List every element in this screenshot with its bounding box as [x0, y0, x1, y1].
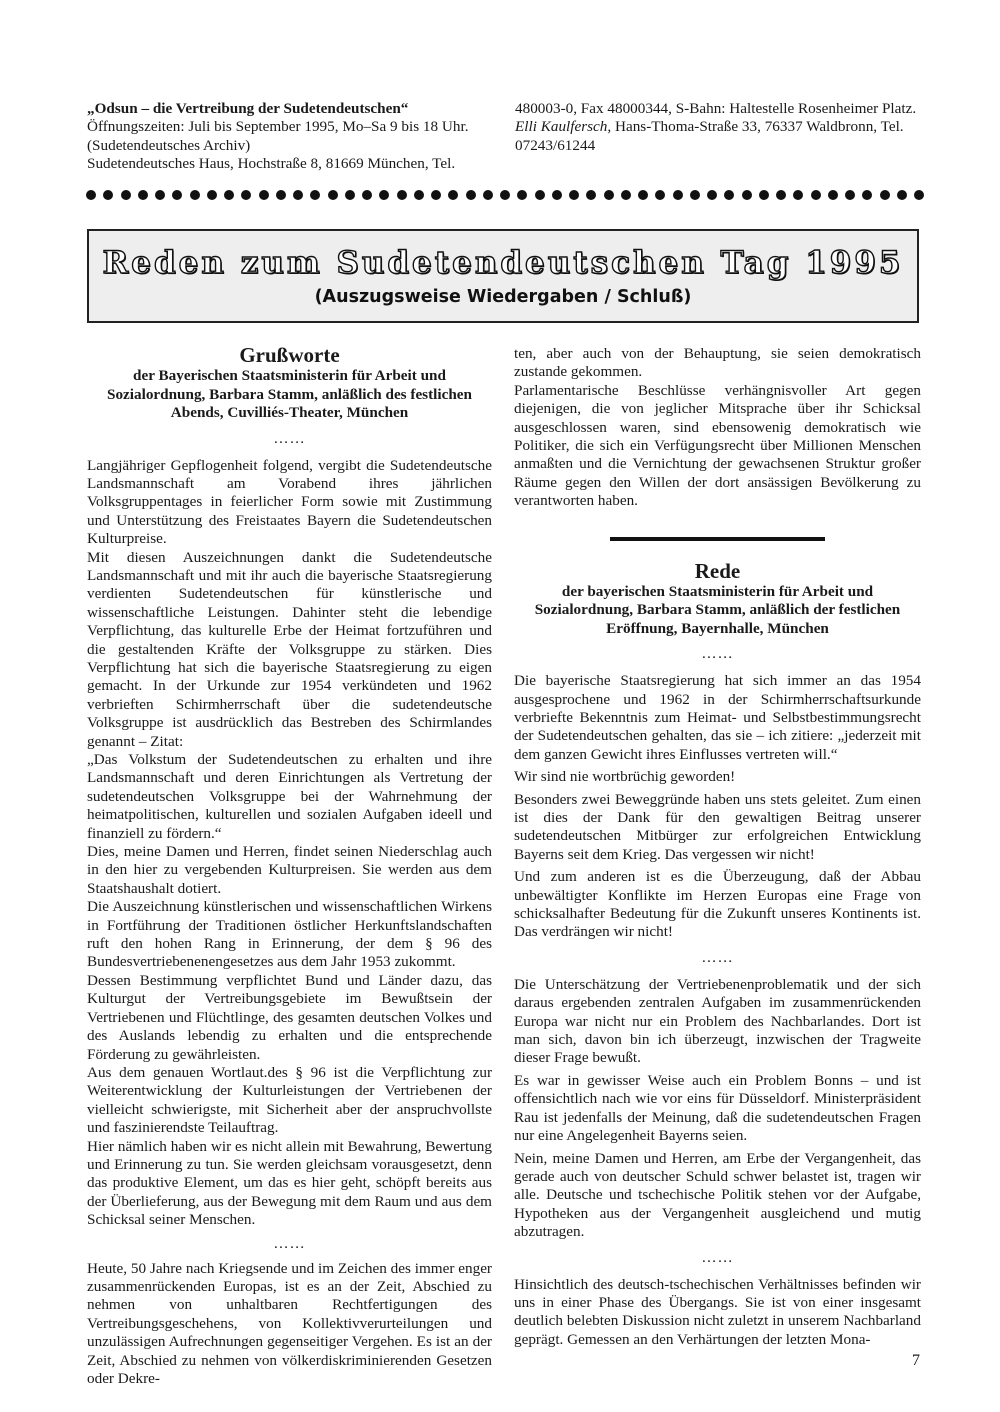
- paragraph: Dies, meine Damen und Herren, findet seinen Niederschlag auch in den hier zu vergebenden Kulturpreisen. Sie werden aus dem Staatshaushalt dotiert.: [87, 843, 492, 897]
- opening-hours: Öffnungszeiten: Juli bis September 1995, Mo–Sa 9 bis 18 Uhr.: [87, 118, 469, 136]
- divider-dot: [535, 190, 545, 200]
- divider-dot: [259, 190, 269, 200]
- divider-dot: [155, 190, 165, 200]
- ellipsis-divider: ……: [701, 948, 734, 966]
- divider-dot: [448, 190, 458, 200]
- section1-heading: [87, 343, 492, 423]
- left-column: [87, 343, 492, 1388]
- divider-dot: [483, 190, 493, 200]
- title-banner: [87, 229, 919, 323]
- divider-dot: [793, 190, 803, 200]
- divider-dot: [569, 190, 579, 200]
- divider-dot: [517, 190, 527, 200]
- divider-dot: [379, 190, 389, 200]
- divider-dot: [397, 190, 407, 200]
- paragraph: Wir sind nie wortbrüchig geworden!: [514, 768, 736, 786]
- contact-line: [515, 118, 921, 155]
- header-right-block: [515, 100, 921, 155]
- section2-title: Rede: [694, 558, 741, 583]
- divider-dot: [914, 190, 924, 200]
- divider-dot: [742, 190, 752, 200]
- ellipsis-divider: ……: [701, 1248, 734, 1266]
- divider-dot: [362, 190, 372, 200]
- paragraph: Besonders zwei Beweggründe haben uns stets geleitet. Zum einen ist dies der Dank für den gewaltigen Beitrag unserer sudetendeutschen Mitbürger zur erfolgreichen Entwicklung Bayerns seit dem Krieg. Das vergessen wir nicht!: [514, 790, 921, 863]
- divider-dot: [811, 190, 821, 200]
- paragraph: Langjähriger Gepflogenheit folgend, vergibt die Sudetendeutsche Landsmannschaft am Vorabend ihres jährlichen Volksgruppentages in feierlicher Form sowie mit Zustimmung und Unterstützung des Freistaates Bayern die Sudetendeutschen Kulturpreise.: [87, 456, 492, 548]
- divider-dot: [604, 190, 614, 200]
- paragraph: Nein, meine Damen und Herren, am Erbe der Vergangenheit, das gerade auch von deutscher Schuld schwer belastet ist, tragen wir alle. Deutsche und tschechische Politik stehen vor der Aufgabe, Hypotheken aus der Vergangenheit ausgleichend und mutig abzutragen.: [514, 1149, 921, 1241]
- ellipsis-divider: ……: [273, 429, 306, 447]
- divider-dot: [328, 190, 338, 200]
- divider-dot: [103, 190, 113, 200]
- divider-dot: [776, 190, 786, 200]
- divider-dot: [276, 190, 286, 200]
- contact-details: Hans-Thoma-Straße 33, 76337 Waldbronn, Tel. 07243/61244: [515, 118, 904, 154]
- section1-subtitle: der Bayerischen Staatsministerin für Arbeit und Sozialordnung, Barbara Stamm, anläßlich des festlichen Abends, Cuvilliés-Theater, München: [107, 367, 472, 421]
- divider-dot: [828, 190, 838, 200]
- divider-dot: [293, 190, 303, 200]
- paragraph: Es war in gewisser Weise auch ein Problem Bonns – und ist offensichtlich nach wie vor eins für Düsseldorf. Ministerpräsident Rau ist jedenfalls der Meinung, daß die sudetendeutschen Fragen nur eine Angelegenheit Bayerns seien.: [514, 1071, 921, 1145]
- divider-dot: [552, 190, 562, 200]
- section-rule: [610, 537, 825, 541]
- divider-dot: [724, 190, 734, 200]
- divider-dot: [138, 190, 148, 200]
- divider-dot: [500, 190, 510, 200]
- divider-dot: [466, 190, 476, 200]
- paragraph: „Das Volkstum der Sudetendeutschen zu erhalten und ihre Landsmannschaft und deren Einrichtungen als Vertretung der sudetendeutschen Volksgruppe bei der Wahrnehmung der heimatpolitischen, kulturellen und sozialen Aufgaben ideell und finanziell zu fördern.“: [87, 751, 492, 842]
- divider-dot: [121, 190, 131, 200]
- section2-subtitle: der bayerischen Staatsministerin für Arbeit und Sozialordnung, Barbara Stamm, anläßlich der festlichen Eröffnung, Bayernhalle, München: [534, 582, 901, 637]
- paragraph: Und zum anderen ist es die Überzeugung, daß der Abbau unbewältigter Konflikte im Herzen Europas eine Frage von schicksalhafter Bedeutung für die Zukunft unseres Kontinents ist. Das verdrängen wir nicht!: [514, 868, 921, 941]
- banner-title: Reden zum Sudetendeutschen Tag 1995: [102, 245, 904, 281]
- paragraph: Hier nämlich haben wir es nicht allein mit Bewahrung, Bewertung und Erinnerung zu tun. Sie werden gleichsam vorausgesetzt, denn das produktive Element, um das es hier geht, schöpft bereits aus der Überlieferung, aus der Bewegung mit dem Raum und aus dem Schicksal seiner Menschen.: [87, 1137, 492, 1229]
- paragraph: Die Auszeichnung künstlerischen und wissenschaftlichen Wirkens in Fortführung der Traditionen östlicher Herkunftslandschaften ruft den hohen Rang in Erinnerung, der dem § 96 des Bundesvertriebenenengesetzes aus dem Jahr 1953 zukommt.: [87, 898, 492, 971]
- paragraph: Mit diesen Auszeichnungen dankt die Sudetendeutsche Landsmannschaft und mit ihr auch die bayerische Staatsregierung verdienten Sudetendeutschen für künstlerische und wissenschaftliche Leistungen. Dahinter steht die lebendige Verpflichtung, das kulturelle Erbe der Heimat fortzuführen und die gestaltenden Kräfte der Volksgruppe zu stärken. Dies Verpflichtung hat sich die bayerische Staatsregierung zu eigen gemacht. In der Urkunde zur 1954 verkündeten und 1962 verbrieften Schirmherrschaft über die sudetendeutsche Volksgruppe ist ausdrücklich das Bestreben des Schirmlandes genannt – Zitat:: [87, 548, 492, 750]
- divider-dot: [655, 190, 665, 200]
- divider-dot: [621, 190, 631, 200]
- paragraph: Dessen Bestimmung verpflichtet Bund und Länder dazu, das Kulturgut der Vertreibungsgebiete im Bewußtsein der Vertriebenen und Flüchtlinge, des gesamten deutschen Volkes und des Auslands lebendig zu erhalten und die entsprechende Förderung zu gewährleisten.: [87, 971, 492, 1063]
- divider-dot: [638, 190, 648, 200]
- header-left-block: [87, 100, 493, 174]
- divider-dot: [310, 190, 320, 200]
- divider-dot: [845, 190, 855, 200]
- page-number: 7: [912, 1352, 920, 1369]
- paragraph: Heute, 50 Jahre nach Kriegsende und im Zeichen des immer enger zusammenrückenden Europas, ist es an der Zeit, Abschied zu nehmen von unhaltbaren Rechtfertigungen des Vertreibungsgeschehens, von Kollektivverurteilungen und unzulässigen Aufrechnungen gegenseitiger Vergehen. Es ist an der Zeit, Abschied zu nehmen von völkerdiskriminierenden Gesetzen oder Dekre-: [87, 1259, 492, 1387]
- paragraph: Hinsichtlich des deutsch-tschechischen Verhältnisses befinden wir uns in einer Phase des Übergangs. Sie ist von einer insgesamt deutlich belebten Diskussion nicht zuletzt in unserem Nachbarland geprägt. Gemessen an den Verhärtungen der letzten Mona-: [514, 1275, 921, 1348]
- paragraph: Parlamentarische Beschlüsse verhängnisvoller Art gegen diejenigen, die von jeglicher Mitsprache über ihr Schicksal ausgeschlossen waren, sind ebensowenig demokratisch wie Politiker, die sich ein Verfügungsrecht über Millionen Menschen anmaßten und die Vernichtung der gewachsenen Struktur großer Räume gegen den Willen der dort ansässigen Bevölkerung zu verantworten haben.: [514, 381, 921, 510]
- divider-dot: [690, 190, 700, 200]
- section1-title: Grußworte: [239, 343, 340, 367]
- divider-dot: [86, 190, 96, 200]
- paragraph: Die bayerische Staatsregierung hat sich immer an das 1954 ausgesprochene und 1962 in der Schirmherrschaftsurkunde verbriefte Bekenntnis zum Heimat- und Selbstbestimmungsrecht der Sudetendeutschen gehalten, das sie – ich zitiere: „jederzeit mit dem ganzen Gewicht ihres Einflusses vertreten will.“: [514, 672, 921, 763]
- contact-name: Elli Kaulfersch,: [515, 118, 612, 136]
- paragraph: Die Unterschätzung der Vertriebenenproblematik und der sich daraus ergebenden zentralen Aufgaben im zusammenrückenden Europa war nicht nur ein Problem des Nachbarlandes. Dort ist man sich, davon bin ich überzeugt, inzwischen der Tragweite dieser Frage bewußt.: [514, 975, 921, 1067]
- archive-note: (Sudetendeutsches Archiv): [87, 136, 251, 154]
- paragraph: Aus dem genauen Wortlaut.des § 96 ist die Verpflichtung zur Weiterentwicklung der Kulturleistungen der Vertriebenen der vielleicht schwierigste, mit Sicherheit aber der anspruchvollste und faszinierendste Teilauftrag.: [87, 1063, 492, 1137]
- divider-dot: [880, 190, 890, 200]
- ellipsis-divider: ……: [701, 645, 734, 663]
- exhibition-title: „Odsun – die Vertreibung der Sudetendeutschen“: [87, 100, 409, 117]
- divider-dot: [345, 190, 355, 200]
- divider-dot: [707, 190, 717, 200]
- phone-fax-line: 480003-0, Fax 48000344, S-Bahn: Haltestelle Rosenheimer Platz.: [515, 100, 917, 117]
- address-line: Sudetendeutsches Haus, Hochstraße 8, 81669 München, Tel.: [87, 155, 456, 173]
- divider-dot: [586, 190, 596, 200]
- divider-dot: [897, 190, 907, 200]
- divider-dot: [190, 190, 200, 200]
- divider-dot: [172, 190, 182, 200]
- divider-dot: [431, 190, 441, 200]
- dot-divider: [86, 190, 924, 204]
- divider-dot: [759, 190, 769, 200]
- divider-dot: [207, 190, 217, 200]
- divider-dot: [414, 190, 424, 200]
- section2-heading: [514, 559, 921, 639]
- banner-subtitle: (Auszugsweise Wiedergaben / Schluß): [314, 287, 692, 307]
- right-column: [514, 345, 921, 1349]
- divider-dot: [673, 190, 683, 200]
- divider-dot: [862, 190, 872, 200]
- divider-dot: [224, 190, 234, 200]
- divider-dot: [241, 190, 251, 200]
- ellipsis-divider: ……: [273, 1234, 306, 1252]
- paragraph: ten, aber auch von der Behauptung, sie seien demokratisch zustande gekommen.: [514, 345, 921, 381]
